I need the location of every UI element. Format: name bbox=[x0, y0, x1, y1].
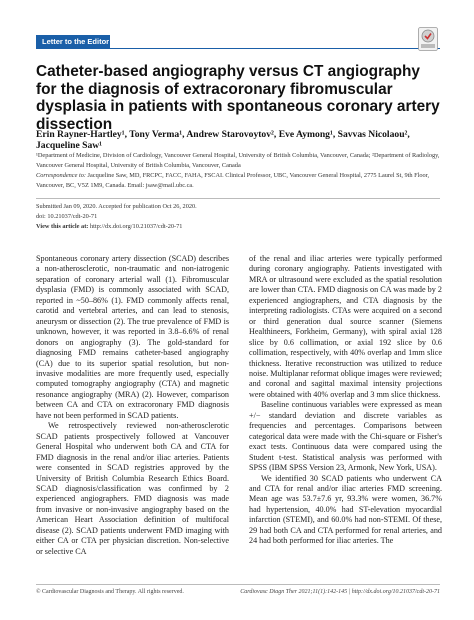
footer-divider bbox=[36, 584, 440, 585]
affiliations-block bbox=[36, 151, 440, 191]
body-paragraph: Spontaneous coronary artery dissection (SCAD) describes a non-atherosclerotic, non-traumatic and non-iatrogenic separation of coronary arterial wall (1). Fibromuscular dysplasia (FMD) is commonly associated with SCAD, reported in ~50–86% (1). FMD commonly affects renal, carotid and vertebral arteries, and can lead to stenosis, aneurysm or dissection (2). The true prevalence of FMD is unknown, however, it was reported in 3.8–6.6% of renal donors on angiography (3). The gold-standard for diagnosing FMD remains catheter-based angiography (CA) due to its superior spatial resolution, but non-invasive modalities are more frequently used, especially computed tomography angiography (CTA) and magnetic resonance angiography (MRA) (2). However, comparison between CA and CTA on extracoronary FMD diagnosis have not been performed in SCAD patients. bbox=[36, 254, 229, 420]
body-paragraph: We identified 30 SCAD patients who underwent CA and CTA for renal and/or iliac arteries FMD screening. Mean age was 53.7±7.6 yr, 93.3% were women, 36.7% had hypertension, 40.0% had ST-elevation myocardial infarction (STEMI), and 60.0% had non-STEMI. Of these, 29 had both CA and CTA performed for renal arteries, and 24 had both performed for iliac arteries. The bbox=[249, 473, 442, 546]
body-paragraph: of the renal and iliac arteries were typically performed during coronary angiography. Patients investigated with MRA or ultrasound were excluded as the spatial resolution are lower than CTA. FMD diagnosis on CA was made by 2 experienced angiographers, and CTA diagnosis by the interpreting radiologists. CTAs were acquired on a second or third generation dual source scanner (Siemens Healthineers, Forkheim, Germany), with spiral axial 128 slice by 0.6 collimation, or axial 192 slice by 0.6 collimation, respectively, with 40% overlap and 1mm slice thickness. Iterative reconstruction was utilized to reduce noise. Multiplanar reformat oblique images were reviewed; and coronal and sagittal maximal intensity projections were obtained with 40% overlap and 3 mm slice thickness. bbox=[249, 254, 442, 399]
view-article-line bbox=[36, 222, 197, 232]
body-paragraph: We retrospectively reviewed non-atherosclerotic SCAD patients prospectively followed at Vancouver General Hospital who underwent both CA and CTA for FMD diagnosis in the renal and/or iliac arteries. Patients were consented in SCAD registries approved by the University of British Columbia Research Ethics Board. SCAD diagnosis/classification was confirmed by 2 experienced angiographers. FMD diagnosis was made from invasive or non-invasive angiography based on the American Heart Association definition of multifocal disease (2). SCAD patients underwent FMD imaging with either CA or CTA per physician discretion. Non-selective or selective CA bbox=[36, 421, 229, 556]
section-rule bbox=[110, 48, 440, 49]
view-label: View this article at: bbox=[36, 223, 89, 231]
section-tag: Letter to the Editor bbox=[36, 35, 110, 49]
article-meta bbox=[36, 202, 197, 233]
author-list: Erin Rayner-Hartley¹, Tony Verma¹, Andrew Starovoytov², Eve Aymong¹, Savvas Nicolaou², Jacqueline Saw¹ bbox=[36, 129, 410, 151]
crossmark-icon[interactable] bbox=[418, 27, 438, 51]
body-column-left bbox=[36, 254, 229, 557]
correspondence bbox=[36, 171, 440, 191]
submission-dates: Submitted Jan 09, 2020. Accepted for publication Oct 26, 2020. bbox=[36, 203, 197, 210]
affiliations: ¹Department of Medicine, Division of Cardiology, Vancouver General Hospital, University of British Columbia, Vancouver, Canada; ²Department of Radiology, Vancouver General Hospital, University of British Columbia, Vancouver, Canada bbox=[36, 152, 440, 169]
correspondence-label: Correspondence to: bbox=[36, 172, 86, 179]
journal-citation: Cardiovasc Diagn Ther 2021;11(1):142-145 | http://dx.doi.org/10.21037/cdt-20-71 bbox=[240, 589, 440, 595]
doi: doi: 10.21037/cdt-20-71 bbox=[36, 213, 98, 221]
body-column-right bbox=[249, 254, 442, 547]
correspondence-text: Jacqueline Saw, MD, FRCPC, FACC, FAHA, FSCAI. Clinical Professor, UBC, Vancouver General Hospital, 2775 Laurel St, 9th Floor, Vancouver, BC, V5Z 1M9, Canada. Email: jsaw@mail.ubc.ca. bbox=[36, 172, 430, 189]
view-url[interactable]: http://dx.doi.org/10.21037/cdt-20-71 bbox=[88, 223, 183, 231]
meta-divider bbox=[36, 198, 440, 199]
copyright-notice: © Cardiovascular Diagnosis and Therapy. All rights reserved. bbox=[36, 589, 184, 595]
article-title: Catheter-based angiography versus CT angiography for the diagnosis of extracoronary fibromuscular dysplasia in patients with spontaneous coronary artery dissection bbox=[36, 63, 440, 133]
body-paragraph: Baseline continuous variables were expressed as mean +/− standard deviation and discrete variables as frequencies and percentages. Comparisons between categorical data were made with the Chi-square or Fisher's exact tests. Continuous data were compared using the Student t-test. Statistical analysis was performed with SPSS (IBM SPSS Version 23, Armonk, New York, USA). bbox=[249, 400, 442, 473]
